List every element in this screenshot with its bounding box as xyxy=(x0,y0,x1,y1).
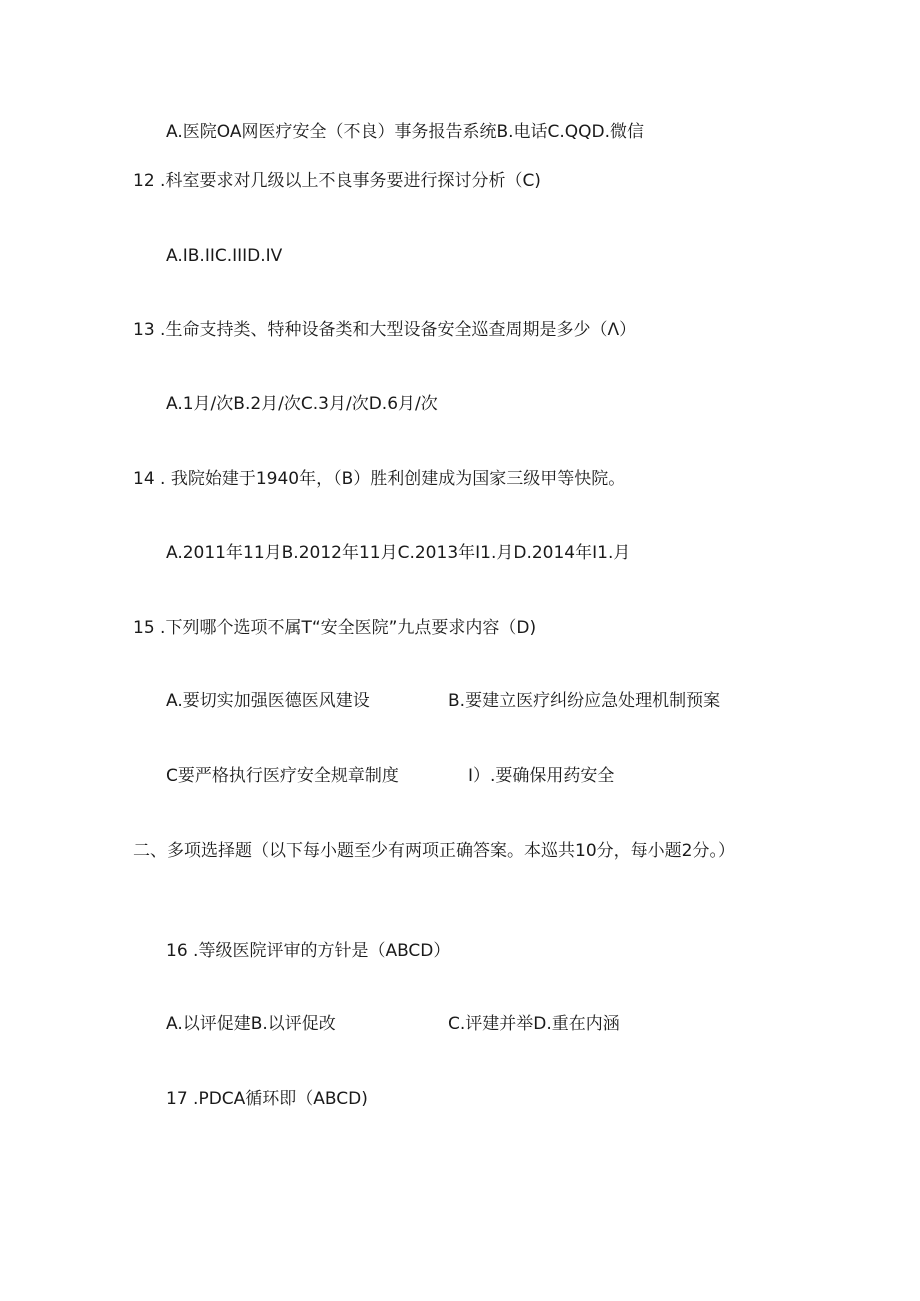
option-q15-a: A.要切实加强医德医风建设 xyxy=(166,691,370,711)
option-line-q11: A.医院OA网医疗安全（不良）事务报告系统B.电话C.QQD.微信 xyxy=(166,122,645,142)
option-q15-d: I）.要确保用药安全 xyxy=(468,766,615,786)
option-q15-c: C要严格执行医疗安全规章制度 xyxy=(166,766,399,786)
question-13: 13 .生命支持类、特种设备类和大型设备安全巡查周期是多少（Λ） xyxy=(133,320,637,340)
options-q16-ab: A.以评促建B.以评促改 xyxy=(166,1014,336,1034)
question-14: 14 . 我院始建于1940年，（B）胜利创建成为国家三级甲等快院。 xyxy=(133,469,626,489)
question-15: 15 .下列哪个选项不属T“安全医院”九点要求内容（D) xyxy=(133,618,537,638)
question-16: 16 .等级医院评审的方针是（ABCD） xyxy=(166,941,451,961)
options-q16-cd: C.评建并举D.重在内涵 xyxy=(448,1014,620,1034)
options-q13: A.1月/次B.2月/次C.3月/次D.6月/次 xyxy=(166,394,438,414)
option-q15-b: B.要建立医疗纠纷应急处理机制预案 xyxy=(448,691,721,711)
options-q14: A.2011年11月B.2012年11月C.2013年I1.月D.2014年I1.月 xyxy=(166,543,631,563)
section-heading-multiple-choice: 二、多项选择题（以下每小题至少有两项正确答案。本巡共10分，每小题2分。） xyxy=(133,841,735,861)
options-q12: A.IB.IIC.IIID.IV xyxy=(166,246,283,266)
question-12: 12 .科室要求对几级以上不良事务要进行探讨分析（C) xyxy=(133,171,541,191)
question-17: 17 .PDCA循环即（ABCD) xyxy=(166,1089,368,1109)
